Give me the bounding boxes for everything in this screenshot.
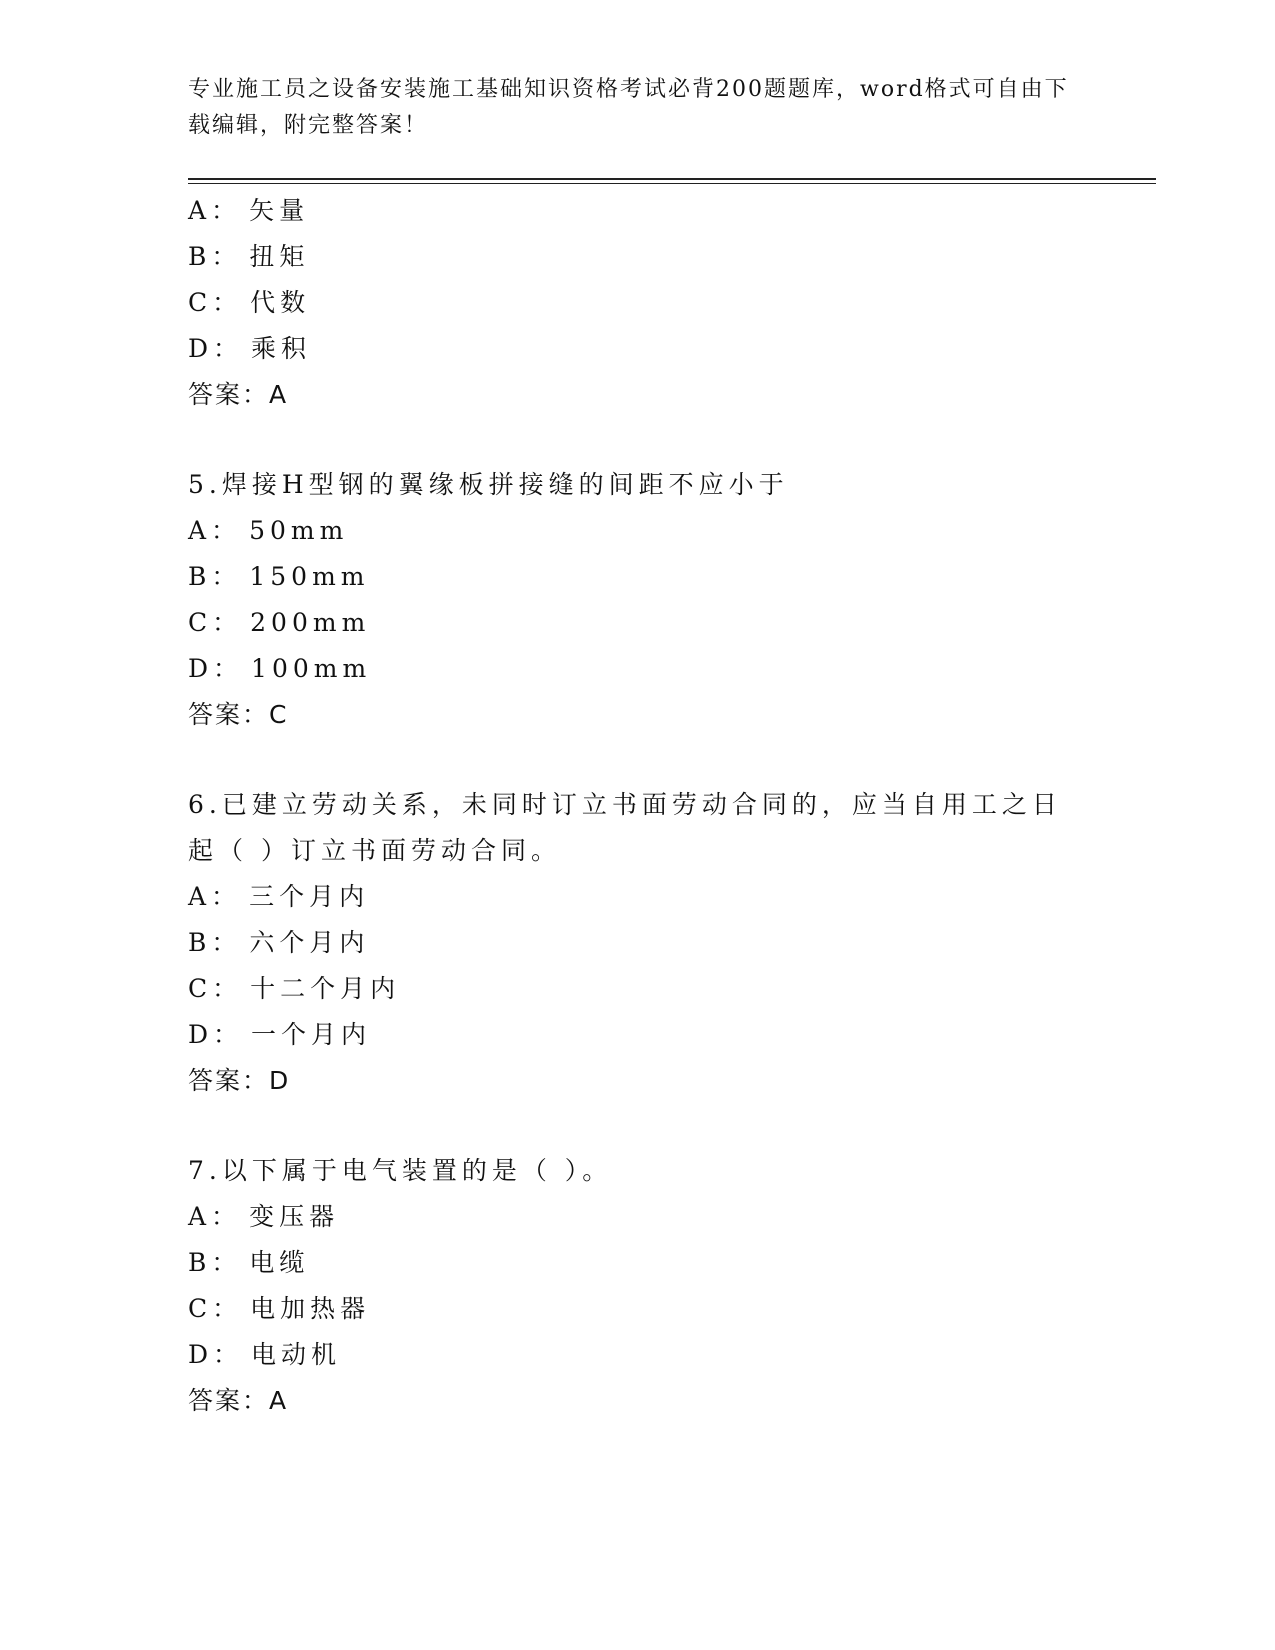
option-c [188, 600, 1088, 646]
question-7 [188, 1148, 1088, 1424]
option-key: A： [188, 196, 242, 225]
option-text: 变压器 [249, 1202, 340, 1231]
question-6 [188, 782, 1088, 1104]
option-a [188, 508, 1088, 554]
question-5 [188, 462, 1088, 738]
question-list [188, 188, 1088, 1424]
question-stem: 5.焊接H型钢的翼缘板拼接缝的间距不应小于 [188, 470, 789, 499]
option-d [188, 1012, 1088, 1058]
option-text: 一个月内 [251, 1020, 372, 1049]
question-fragment [188, 188, 1088, 418]
option-key: B： [188, 562, 242, 591]
option-text: 六个月内 [249, 928, 370, 957]
option-c [188, 966, 1088, 1012]
option-text: 电缆 [249, 1248, 310, 1277]
option-key: A： [188, 882, 242, 911]
answer-line: 答案：A [188, 1386, 289, 1415]
document-header: 专业施工员之设备安装施工基础知识资格考试必背200题题库，word格式可自由下载编辑，附完整答案！ [188, 77, 1069, 138]
option-b [188, 920, 1088, 966]
option-c [188, 1286, 1088, 1332]
option-text: 扭矩 [249, 242, 310, 271]
option-key: C： [188, 974, 243, 1003]
option-text: 三个月内 [249, 882, 370, 911]
option-key: C： [188, 608, 243, 637]
option-a [188, 874, 1088, 920]
option-text: 矢量 [249, 196, 310, 225]
header-rule-thick [188, 178, 1156, 180]
option-key: A： [188, 1202, 242, 1231]
option-c [188, 280, 1088, 326]
option-text: 150mm [249, 562, 370, 591]
option-key: B： [188, 242, 242, 271]
option-key: B： [188, 1248, 242, 1277]
option-key: A： [188, 516, 242, 545]
option-b [188, 234, 1088, 280]
option-d [188, 326, 1088, 372]
option-d [188, 1332, 1088, 1378]
option-key: C： [188, 288, 243, 317]
option-text: 代数 [250, 288, 311, 317]
option-d [188, 646, 1088, 692]
header-rule-thin [188, 183, 1156, 184]
option-text: 50mm [249, 516, 349, 545]
answer-line: 答案：D [188, 1066, 291, 1095]
option-text: 100mm [251, 654, 372, 683]
option-b [188, 1240, 1088, 1286]
option-b [188, 554, 1088, 600]
option-text: 十二个月内 [250, 974, 401, 1003]
option-a [188, 188, 1088, 234]
option-key: D： [188, 654, 244, 683]
option-text: 200mm [250, 608, 371, 637]
answer-line: 答案：C [188, 700, 289, 729]
option-key: B： [188, 928, 242, 957]
option-key: D： [188, 334, 244, 363]
answer-line: 答案：A [188, 380, 289, 409]
question-stem: 6.已建立劳动关系，未同时订立书面劳动合同的，应当自用工之日起（ ）订立书面劳动合同。 [188, 790, 1062, 865]
option-key: D： [188, 1340, 244, 1369]
question-stem: 7.以下属于电气装置的是（ ）。 [188, 1156, 613, 1185]
option-text: 电动机 [251, 1340, 342, 1369]
option-key: D： [188, 1020, 244, 1049]
option-text: 电加热器 [250, 1294, 371, 1323]
option-a [188, 1194, 1088, 1240]
option-key: C： [188, 1294, 243, 1323]
option-text: 乘积 [251, 334, 312, 363]
